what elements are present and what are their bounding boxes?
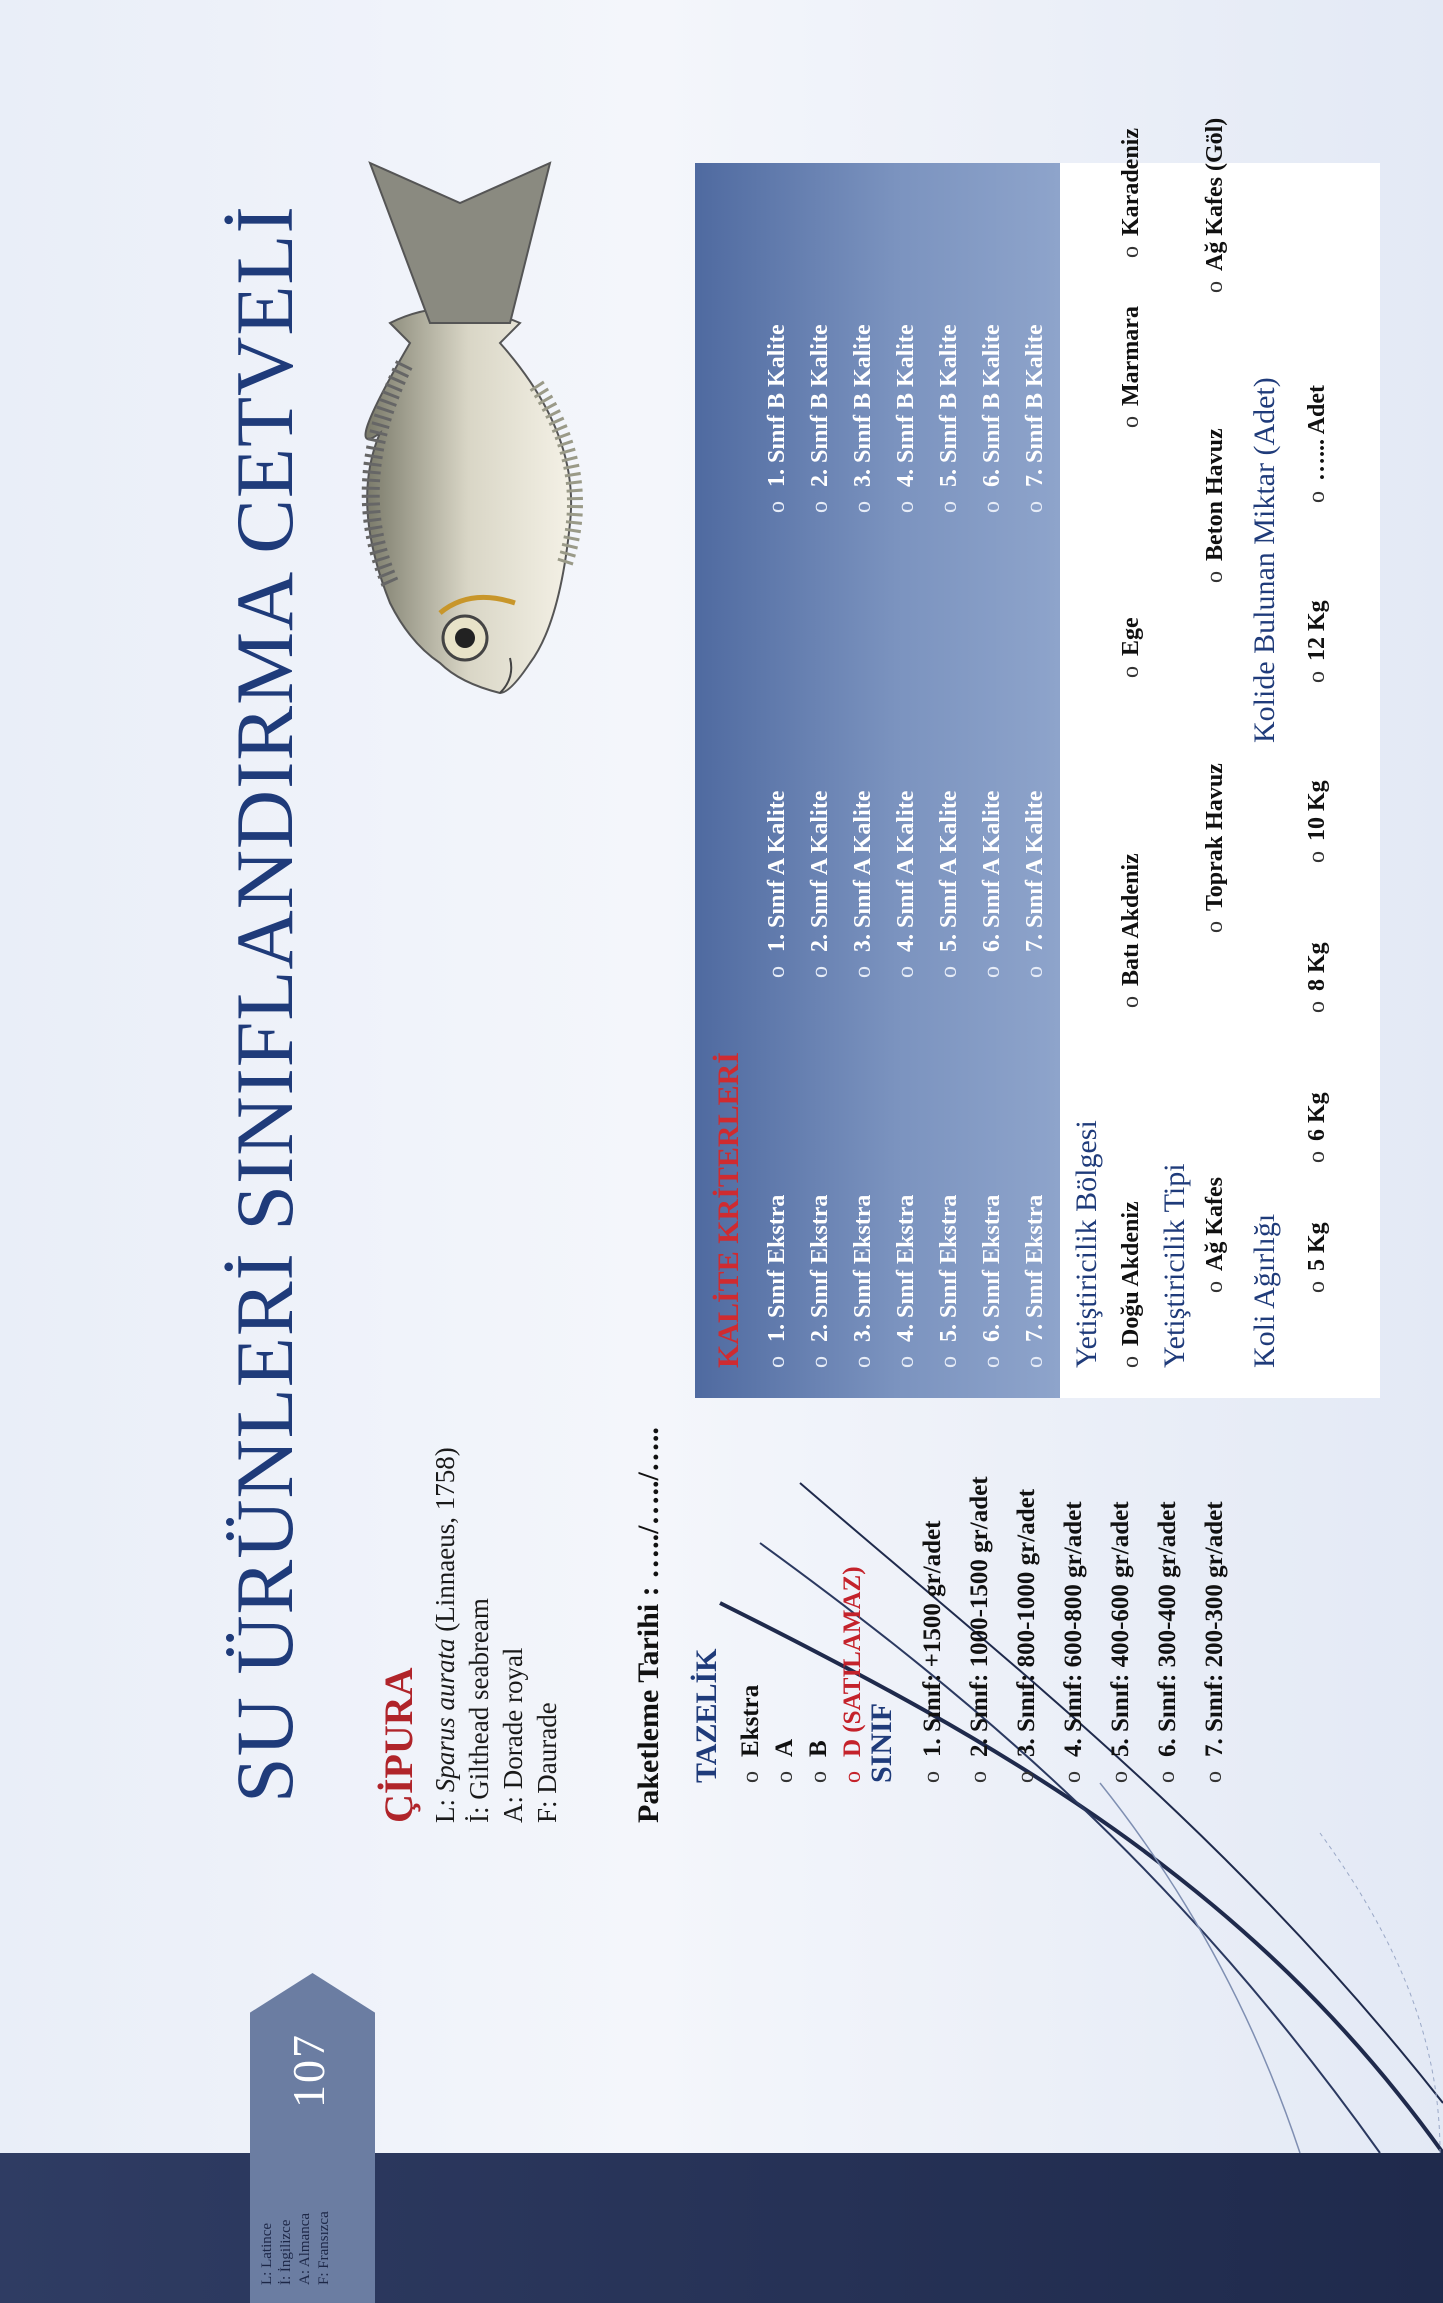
option-label: 4. Sınıf: 600-800 gr/adet bbox=[1060, 1501, 1087, 1757]
quality-option-extra[interactable] bbox=[928, 1195, 971, 1368]
radio-circle[interactable]: o bbox=[850, 501, 876, 513]
option-label: Beton Havuz bbox=[1202, 428, 1228, 561]
farming-region-heading: Yetiştiricilik Bölgesi bbox=[1070, 1120, 1103, 1368]
region-option-aegean[interactable] bbox=[1118, 428, 1145, 678]
radio-circle[interactable]: o bbox=[772, 1771, 798, 1783]
option-label: Ağ Kafes bbox=[1202, 1177, 1228, 1271]
radio-circle[interactable]: o bbox=[850, 1356, 876, 1368]
radio-circle[interactable]: o bbox=[966, 1771, 992, 1783]
radio-circle[interactable]: o bbox=[850, 966, 876, 978]
radio-circle[interactable]: o bbox=[807, 1356, 833, 1368]
radio-circle[interactable]: o bbox=[1304, 671, 1330, 683]
option-label: Karadeniz bbox=[1118, 128, 1144, 236]
radio-circle[interactable]: o bbox=[1304, 1281, 1330, 1293]
option-label: Marmara bbox=[1118, 306, 1144, 406]
class-heading: SINIF bbox=[865, 1702, 898, 1783]
region-option-black-sea[interactable] bbox=[1118, 128, 1145, 258]
quality-option-b[interactable] bbox=[842, 324, 885, 513]
legend-latin: L: Latince bbox=[259, 2222, 275, 2285]
radio-circle[interactable]: o bbox=[1118, 996, 1144, 1008]
radio-circle[interactable]: o bbox=[936, 501, 962, 513]
quality-option-extra[interactable] bbox=[756, 1195, 799, 1368]
option-label: 6. Sınıf: 300-400 gr/adet bbox=[1154, 1501, 1181, 1757]
quality-option-a[interactable] bbox=[971, 791, 1014, 978]
package-count-heading: Kolide Bulunan Miktar (Adet) bbox=[1248, 377, 1281, 743]
farming-type-earthen-pond[interactable] bbox=[1202, 583, 1229, 933]
option-label: 3. Sınıf Ekstra bbox=[850, 1194, 876, 1342]
option-label: Ekstra bbox=[737, 1684, 764, 1757]
option-label: 3. Sınıf: 800-1000 gr/adet bbox=[1013, 1488, 1040, 1757]
quality-option-extra[interactable] bbox=[885, 1195, 928, 1368]
species-latin-line bbox=[428, 1447, 462, 1823]
radio-circle[interactable]: o bbox=[764, 966, 790, 978]
radio-circle[interactable]: o bbox=[1060, 1771, 1086, 1783]
class-option[interactable] bbox=[956, 1476, 1003, 1783]
option-label: 1. Sınıf A Kalite bbox=[764, 790, 790, 952]
quality-option-a[interactable] bbox=[756, 791, 799, 978]
radio-circle[interactable]: o bbox=[936, 1356, 962, 1368]
package-weight-6kg[interactable] bbox=[1304, 1013, 1331, 1163]
option-label: 2. Sınıf: 1000-1500 gr/adet bbox=[966, 1476, 993, 1757]
region-option-west-mediterranean[interactable] bbox=[1118, 678, 1145, 1008]
quality-option-b[interactable] bbox=[1014, 324, 1057, 513]
radio-circle[interactable]: o bbox=[1022, 1356, 1048, 1368]
option-label: Doğu Akdeniz bbox=[1118, 1201, 1144, 1346]
freshness-option-a[interactable] bbox=[768, 1566, 802, 1783]
quality-option-extra[interactable] bbox=[799, 1195, 842, 1368]
radio-circle[interactable]: o bbox=[979, 501, 1005, 513]
option-label: B bbox=[805, 1740, 832, 1757]
radio-circle[interactable]: o bbox=[764, 1356, 790, 1368]
quality-option-a[interactable] bbox=[885, 791, 928, 978]
radio-circle[interactable]: o bbox=[1202, 1281, 1228, 1293]
quality-a-column bbox=[756, 791, 1057, 978]
freshness-option-extra[interactable] bbox=[734, 1566, 768, 1783]
option-label: D (SATILAMAZ) bbox=[839, 1566, 866, 1757]
radio-circle[interactable]: o bbox=[979, 1356, 1005, 1368]
quality-option-b[interactable] bbox=[928, 324, 971, 513]
option-label: 12 Kg bbox=[1304, 600, 1330, 661]
radio-circle[interactable]: o bbox=[893, 966, 919, 978]
option-label: 1. Sınıf: +1500 gr/adet bbox=[919, 1520, 946, 1757]
option-label: 2. Sınıf Ekstra bbox=[807, 1194, 833, 1342]
latin-name: Sparus aurata bbox=[430, 1638, 460, 1793]
class-option[interactable] bbox=[1097, 1476, 1144, 1783]
option-label: 4. Sınıf A Kalite bbox=[893, 790, 919, 952]
quality-option-a[interactable] bbox=[799, 791, 842, 978]
language-legend bbox=[258, 2155, 334, 2285]
region-option-marmara[interactable] bbox=[1118, 258, 1145, 428]
option-label: Ege bbox=[1118, 617, 1144, 656]
farming-type-net-cage[interactable] bbox=[1202, 933, 1229, 1293]
option-label: …... Adet bbox=[1304, 385, 1330, 481]
package-weight-options bbox=[1304, 385, 1331, 1293]
radio-circle[interactable]: o bbox=[1201, 1771, 1227, 1783]
package-count-field[interactable] bbox=[1304, 385, 1331, 503]
gilthead-seabream-illustration bbox=[350, 143, 670, 763]
radio-circle[interactable]: o bbox=[807, 501, 833, 513]
radio-circle[interactable]: o bbox=[807, 966, 833, 978]
quality-extra-column bbox=[756, 1195, 1057, 1368]
option-label: 6. Sınıf B Kalite bbox=[979, 324, 1005, 487]
option-label: 7. Sınıf A Kalite bbox=[1022, 790, 1048, 952]
quality-option-a[interactable] bbox=[928, 791, 971, 978]
option-label: 5. Sınıf A Kalite bbox=[936, 790, 962, 952]
class-option[interactable] bbox=[1003, 1476, 1050, 1783]
radio-circle[interactable]: o bbox=[1304, 1151, 1330, 1163]
legend-english: İ: İngilizce bbox=[278, 2219, 294, 2285]
option-label: Toprak Havuz bbox=[1202, 763, 1228, 911]
farming-type-heading: Yetiştiricilik Tipi bbox=[1158, 1163, 1191, 1368]
radio-circle[interactable]: o bbox=[1118, 246, 1144, 258]
class-option[interactable] bbox=[909, 1476, 956, 1783]
option-label: 5. Sınıf: 400-600 gr/adet bbox=[1107, 1501, 1134, 1757]
quality-b-column bbox=[756, 324, 1057, 513]
radio-circle[interactable]: o bbox=[1118, 666, 1144, 678]
quality-option-extra[interactable] bbox=[971, 1195, 1014, 1368]
farming-type-lake-net-cage[interactable] bbox=[1202, 118, 1229, 293]
option-label: 2. Sınıf A Kalite bbox=[807, 790, 833, 952]
freshness-section bbox=[690, 1566, 870, 1783]
option-label: 6. Sınıf Ekstra bbox=[979, 1194, 1005, 1342]
package-weight-10kg[interactable] bbox=[1304, 683, 1331, 863]
radio-circle[interactable]: o bbox=[1304, 851, 1330, 863]
species-german-name: A: Dorade royal bbox=[498, 1647, 528, 1823]
quality-option-b[interactable] bbox=[971, 324, 1014, 513]
quality-option-a[interactable] bbox=[1014, 791, 1057, 978]
quality-option-b[interactable] bbox=[885, 324, 928, 513]
radio-circle[interactable]: o bbox=[1304, 491, 1330, 503]
radio-circle[interactable]: o bbox=[1202, 281, 1228, 293]
radio-circle[interactable]: o bbox=[1154, 1771, 1180, 1783]
left-navy-bar bbox=[0, 2153, 1443, 2303]
radio-circle[interactable]: o bbox=[738, 1771, 764, 1783]
option-label: 10 Kg bbox=[1304, 780, 1330, 841]
latin-author: (Linnaeus, 1758) bbox=[430, 1447, 460, 1639]
species-name: ÇİPURA bbox=[376, 1667, 421, 1823]
quality-option-extra[interactable] bbox=[1014, 1195, 1057, 1368]
page-number: 107 bbox=[283, 2033, 334, 2108]
radio-circle[interactable]: o bbox=[919, 1771, 945, 1783]
option-label: 3. Sınıf A Kalite bbox=[850, 790, 876, 952]
radio-circle[interactable]: o bbox=[893, 501, 919, 513]
radio-circle[interactable]: o bbox=[893, 1356, 919, 1368]
package-weight-8kg[interactable] bbox=[1304, 863, 1331, 1013]
radio-circle[interactable]: o bbox=[936, 966, 962, 978]
package-weight-5kg[interactable] bbox=[1304, 1163, 1331, 1293]
species-info bbox=[375, 1447, 564, 1823]
quality-option-a[interactable] bbox=[842, 791, 885, 978]
class-option[interactable] bbox=[1050, 1476, 1097, 1783]
option-label: 8 Kg bbox=[1304, 942, 1330, 991]
option-label: 7. Sınıf Ekstra bbox=[1022, 1194, 1048, 1342]
species-english-name: İ: Gilthead seabream bbox=[464, 1598, 494, 1823]
option-label: 6. Sınıf A Kalite bbox=[979, 790, 1005, 952]
quality-option-extra[interactable] bbox=[842, 1195, 885, 1368]
radio-circle[interactable]: o bbox=[1022, 966, 1048, 978]
radio-circle[interactable]: o bbox=[979, 966, 1005, 978]
option-label: 1. Sınıf B Kalite bbox=[764, 324, 790, 487]
class-option[interactable] bbox=[1191, 1476, 1238, 1783]
package-weight-heading: Koli Ağırlığı bbox=[1248, 1213, 1281, 1368]
radio-circle[interactable]: o bbox=[806, 1771, 832, 1783]
option-label: Ağ Kafes (Göl) bbox=[1202, 117, 1228, 271]
latin-prefix: L: bbox=[430, 1792, 460, 1823]
quality-option-b[interactable] bbox=[756, 324, 799, 513]
radio-circle[interactable]: o bbox=[1202, 921, 1228, 933]
option-label: Batı Akdeniz bbox=[1118, 853, 1144, 986]
class-section bbox=[865, 1476, 1238, 1783]
farming-region-options bbox=[1118, 128, 1145, 1368]
radio-circle[interactable]: o bbox=[1118, 416, 1144, 428]
species-french-name: F: Daurade bbox=[532, 1702, 562, 1823]
option-label: 5 Kg bbox=[1304, 1222, 1330, 1271]
radio-circle[interactable]: o bbox=[840, 1771, 866, 1783]
radio-circle[interactable]: o bbox=[1118, 1356, 1144, 1368]
radio-circle[interactable]: o bbox=[1013, 1771, 1039, 1783]
freshness-option-b[interactable] bbox=[802, 1566, 836, 1783]
option-label: A bbox=[771, 1738, 798, 1757]
option-label: 7. Sınıf B Kalite bbox=[1022, 324, 1048, 487]
option-label: 6 Kg bbox=[1304, 1092, 1330, 1141]
option-label: 5. Sınıf Ekstra bbox=[936, 1194, 962, 1342]
class-option[interactable] bbox=[1144, 1476, 1191, 1783]
farming-type-options bbox=[1202, 118, 1229, 1293]
page-title: SU ÜRÜNLERİ SINIFLANDIRMA CETVELİ bbox=[219, 205, 310, 1803]
region-option-east-mediterranean[interactable] bbox=[1118, 1008, 1145, 1368]
radio-circle[interactable]: o bbox=[764, 501, 790, 513]
option-label: 3. Sınıf B Kalite bbox=[850, 324, 876, 487]
option-label: 4. Sınıf Ekstra bbox=[893, 1194, 919, 1342]
freshness-heading: TAZELİK bbox=[690, 1648, 723, 1783]
packaging-date-field[interactable]: Paketleme Tarihi : …../…../….. bbox=[632, 1427, 665, 1823]
farming-type-concrete-pond[interactable] bbox=[1202, 293, 1229, 583]
option-label: 2. Sınıf B Kalite bbox=[807, 324, 833, 487]
quality-option-b[interactable] bbox=[799, 324, 842, 513]
quality-criteria-heading: KALİTE KRİTERLERİ bbox=[712, 1052, 745, 1368]
radio-circle[interactable]: o bbox=[1107, 1771, 1133, 1783]
legend-german: A: Almanca bbox=[297, 2212, 313, 2285]
option-label: 4. Sınıf B Kalite bbox=[893, 324, 919, 487]
package-weight-12kg[interactable] bbox=[1304, 503, 1331, 683]
option-label: 1. Sınıf Ekstra bbox=[764, 1194, 790, 1342]
legend-french: F: Fransızca bbox=[316, 2211, 332, 2285]
option-label: 5. Sınıf B Kalite bbox=[936, 324, 962, 487]
radio-circle[interactable]: o bbox=[1022, 501, 1048, 513]
radio-circle[interactable]: o bbox=[1304, 1001, 1330, 1013]
radio-circle[interactable]: o bbox=[1202, 571, 1228, 583]
option-label: 7. Sınıf: 200-300 gr/adet bbox=[1201, 1501, 1228, 1757]
